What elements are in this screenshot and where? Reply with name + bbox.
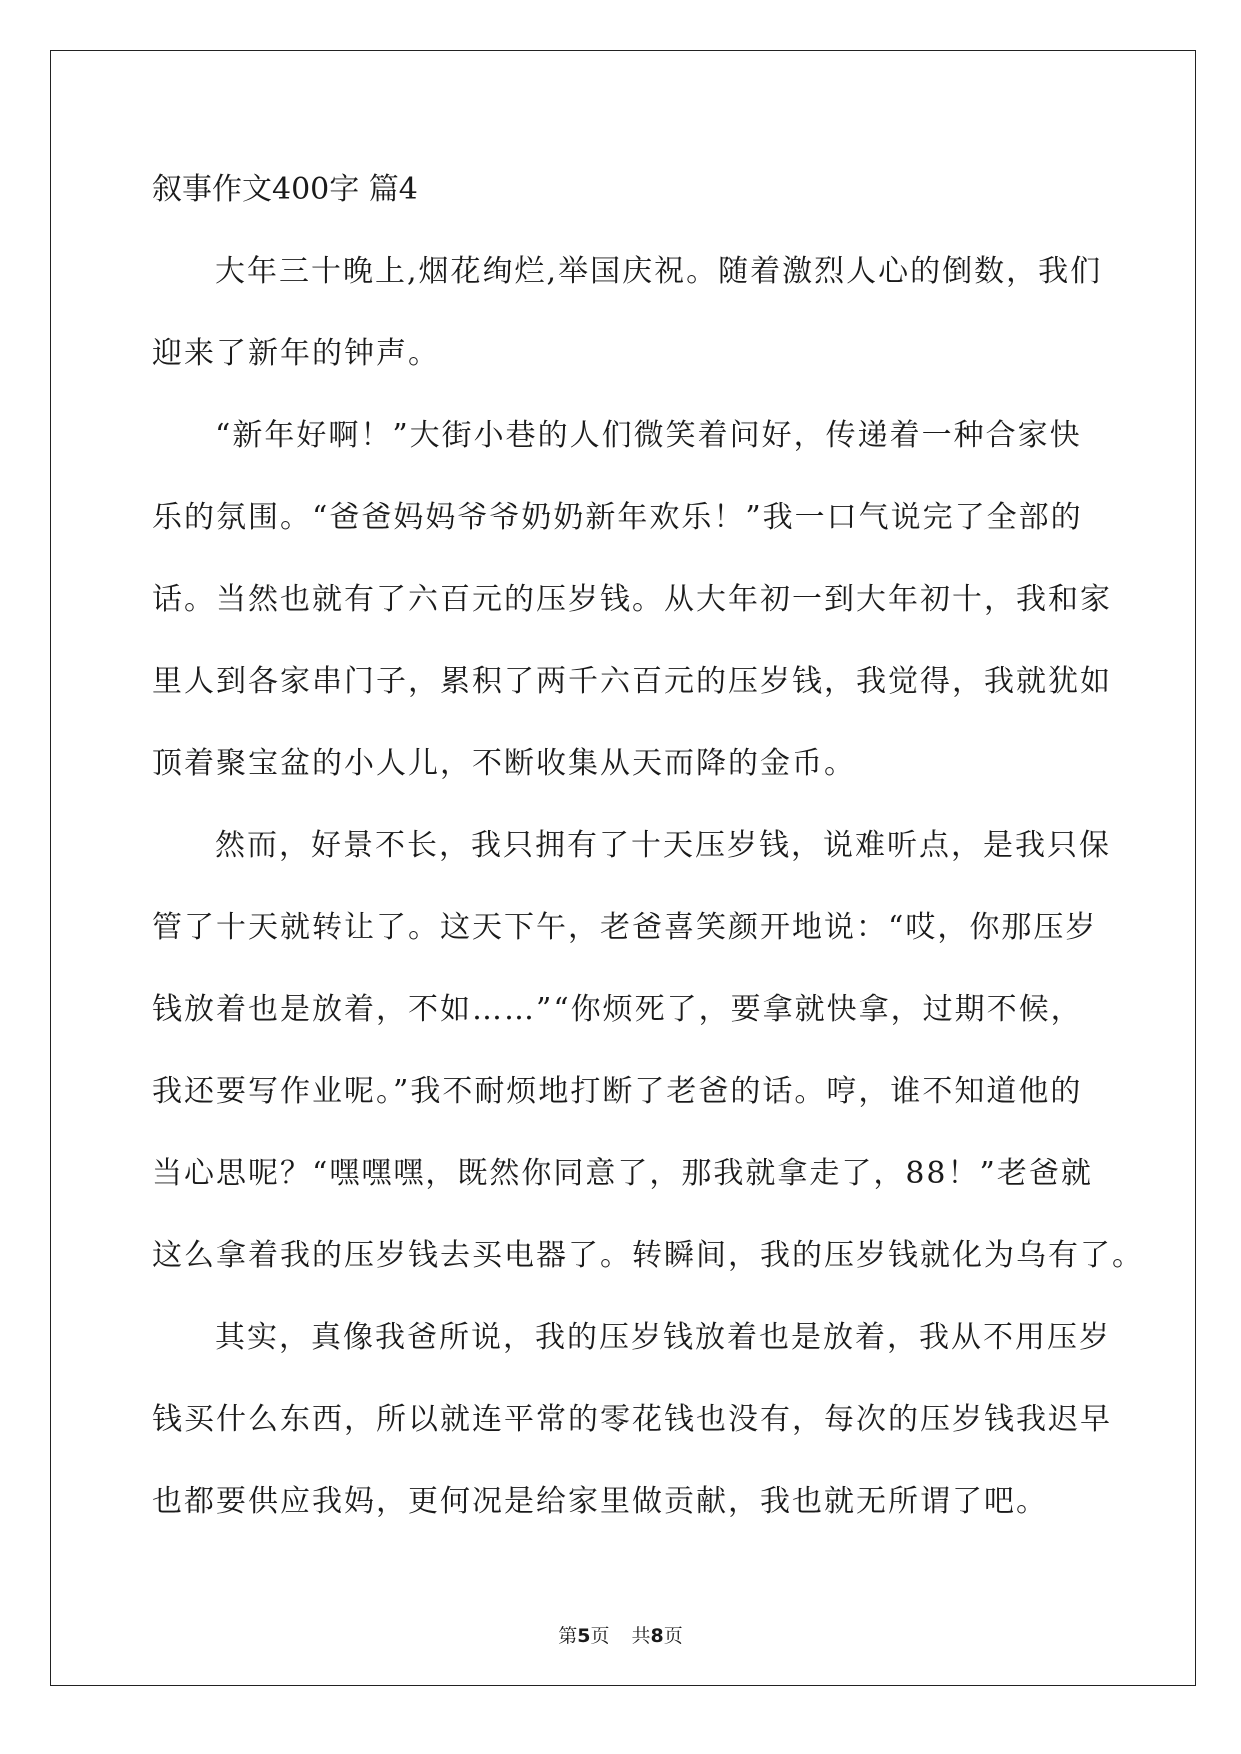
paragraph-line: 这么拿着我的压岁钱去买电器了。转瞬间，我的压岁钱就化为乌有了。 bbox=[152, 1238, 1144, 1273]
total-page-number: 8 bbox=[650, 1625, 664, 1647]
paragraph-line: 钱买什么东西，所以就连平常的零花钱也没有，每次的压岁钱我迟早 bbox=[152, 1402, 1112, 1437]
paragraph-line: 迎来了新年的钟声。 bbox=[152, 336, 440, 371]
paragraph-line: 也都要供应我妈，更何况是给家里做贡献，我也就无所谓了吧。 bbox=[152, 1484, 1048, 1519]
total-prefix: 共 bbox=[631, 1625, 651, 1647]
page-prefix: 第 bbox=[558, 1625, 578, 1647]
paragraph-line: 大年三十晚上,烟花绚烂,举国庆祝。随着激烈人心的倒数，我们 bbox=[215, 254, 1103, 289]
page-footer bbox=[0, 1624, 1241, 1648]
paragraph-line: 然而，好景不长，我只拥有了十天压岁钱，说难听点，是我只保 bbox=[215, 828, 1111, 863]
total-suffix: 页 bbox=[663, 1625, 683, 1647]
paragraph-line: 其实，真像我爸所说，我的压岁钱放着也是放着，我从不用压岁 bbox=[215, 1320, 1111, 1355]
paragraph-line: 钱放着也是放着，不如……”“你烦死了，要拿就快拿，过期不候， bbox=[152, 992, 1083, 1027]
paragraph-line: 话。当然也就有了六百元的压岁钱。从大年初一到大年初十，我和家 bbox=[152, 582, 1112, 617]
paragraph-line: 乐的氛围。“爸爸妈妈爷爷奶奶新年欢乐！”我一口气说完了全部的 bbox=[152, 500, 1083, 535]
document-title: 叙事作文400字 篇4 bbox=[152, 172, 418, 207]
paragraph-line: 我还要写作业呢。”我不耐烦地打断了老爸的话。哼，谁不知道他的 bbox=[152, 1074, 1083, 1109]
current-page-number: 5 bbox=[577, 1625, 591, 1647]
paragraph-line: 顶着聚宝盆的小人儿，不断收集从天而降的金币。 bbox=[152, 746, 856, 781]
paragraph-line: 里人到各家串门子，累积了两千六百元的压岁钱，我觉得，我就犹如 bbox=[152, 664, 1112, 699]
paragraph-line: “新年好啊！”大街小巷的人们微笑着问好，传递着一种合家快 bbox=[215, 418, 1082, 453]
document-body bbox=[152, 170, 1144, 1522]
paragraph-line: 当心思呢？“嘿嘿嘿，既然你同意了，那我就拿走了，88！”老爸就 bbox=[152, 1156, 1093, 1191]
page-suffix: 页 bbox=[590, 1625, 610, 1647]
paragraph-line: 管了十天就转让了。这天下午，老爸喜笑颜开地说：“哎，你那压岁 bbox=[152, 910, 1098, 945]
